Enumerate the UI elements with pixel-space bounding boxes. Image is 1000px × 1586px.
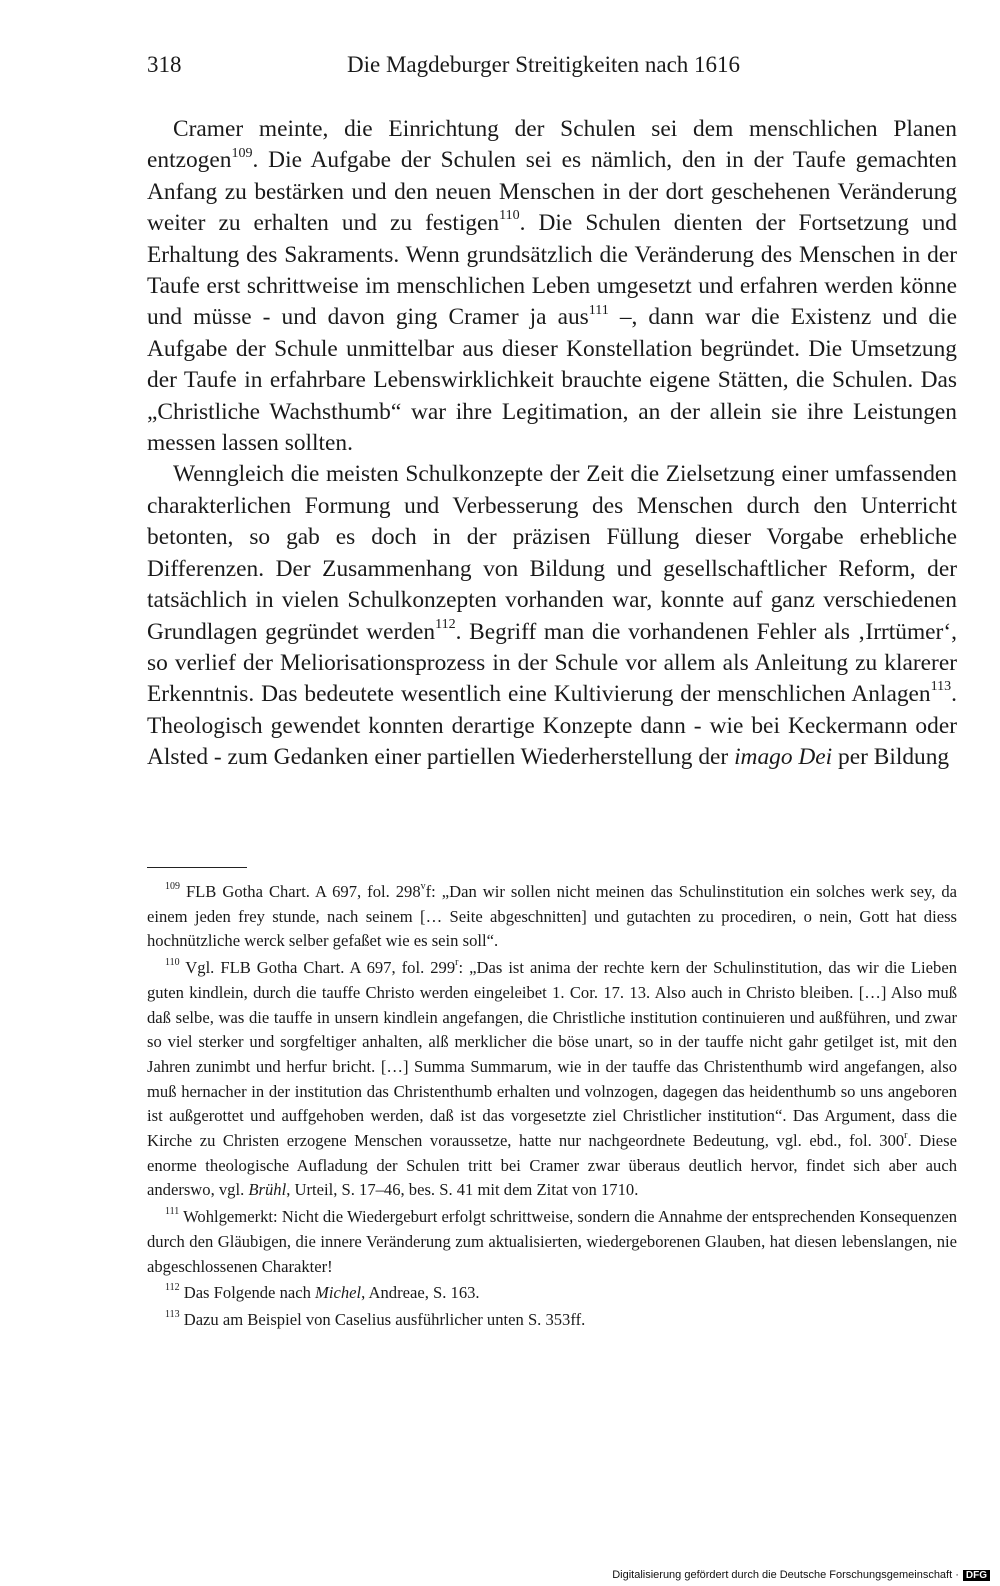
text-run: , Urteil, S. 17–46, bes. S. 41 mit dem Zitat von 1710.: [286, 1180, 639, 1200]
text-run: f: „Dan wir sollen nicht meinen das Schulinstitution ein solches werk sey, da einem jeden frey stunde, nach seinem [… Seite abgeschnitten] und gutachten zu procediren, o nein, Gott hat diess hochnützliche werck selber gefaßet wie es sein soll“.: [147, 882, 958, 951]
text-run: . Diese enorme theologische Aufladung der Schulen tritt bei Cramer zwar überaus deutlich hervor, findet sich aber auch anderswo, vgl.: [147, 1131, 957, 1200]
page-number: 318: [147, 52, 182, 77]
footnote: [147, 880, 957, 954]
footnote-marker: 112: [435, 615, 456, 632]
footnote-marker: 111: [165, 1206, 180, 1218]
text-run: . Begriff man die vorhandenen Fehler als ‚Irrtümer‘, so verlief der Meliorisationsprozess in der Schule vor allem als Anleitung zu klarerer Erkenntnis. Das bedeutete wesentlich eine Kultivierung der menschlichen Anlagen: [147, 618, 957, 708]
footer-credit: Digitalisierung gefördert durch die Deutsche Forschungsgemeinschaft ·: [612, 1569, 959, 1581]
footnote-marker: 109: [231, 144, 253, 161]
text-run: per Bildung: [832, 744, 950, 771]
footnote-marker: 110: [499, 207, 520, 224]
text-run: , Andreae, S. 163.: [361, 1283, 480, 1303]
footnote-marker: 109: [165, 880, 180, 892]
running-title: Die Magdeburger Streitigkeiten nach 1616: [347, 52, 741, 77]
paragraph: [147, 114, 957, 459]
text-run: Vgl. FLB Gotha Chart. A 697, fol. 299: [179, 958, 456, 978]
text-run: Wohlgemerkt: Nicht die Wiedergeburt erfolgt schrittweise, sondern die Annahme der entsprechenden Konsequenzen durch den Gläubigen, die innere Veränderung zum aktualisierten, wiedergeborenen Glauben, hat diesen lebenslangen, nie abgeschlossenen Charakter!: [147, 1207, 957, 1276]
footnote: [147, 1308, 957, 1333]
footnote-marker: 113: [165, 1308, 180, 1320]
text-run: : „Das ist anima der rechte kern der Schulinstitution, das wir die Lieben guten kindlein, durch die tauffe Christo werden eingeleibet 1. Cor. 17. 13. Also auch in Christo bleiben. […] Also muß daß selbe, was die tauffe in unsern kindlein angefangen, die Christliche institution continuieren und außführen, und zwar so viel sterker und sorgfeltiger anhalten, alß merklicher die böse unart, so in der tauffe nicht gahr getilget ist, mit den Jahren zunimbt und herfur bricht. […] Summa Summarum, wie in der tauffe das Christenthumb wird angefangen, also muß hernacher in der institution das Christenthumb erhalten und volnzogen, dagegen das heidenthumb so uns angeboren ist außgerottet und auffgehoben werden, daß ist das vorgesetzte ziel Christlicher institution“. Das Argument, dass die Kirche zu Christen erzogene Menschen voraussetze, hatte nur nachgeordnete Bedeutung, vgl. ebd., fol. 300: [147, 958, 957, 1151]
footnote: [147, 1205, 957, 1279]
text-run: Das Folgende nach: [179, 1283, 316, 1303]
text-run: . Die Schulen dienten der Fortsetzung und Erhaltung des Sakraments. Wenn grundsätzlich die Veränderung des Menschen in der Taufe erst schrittweise im menschlichen Leben umgesetzt und erfahren werden könne und müsse - und davon ging Cramer ja aus: [147, 210, 957, 331]
italic-text: imago Dei: [734, 744, 833, 771]
footnote-marker: v: [420, 880, 426, 892]
text-run: Cramer meinte, die Einrichtung der Schulen sei dem menschlichen Planen entzogen: [147, 116, 957, 174]
digitization-footer: [612, 1569, 990, 1581]
footnote-marker: 110: [165, 957, 180, 969]
footnote-marker: 113: [930, 678, 952, 695]
main-text: [147, 114, 957, 774]
footnote-marker: r: [455, 957, 459, 969]
text-run: . Theologisch gewendet konnten derartige Konzepte dann - wie bei Keckermann oder Alsted - zum Gedanken einer partiellen Wiederherstellung der: [147, 681, 957, 771]
text-run: –, dann war die Existenz und die Aufgabe der Schule unmittelbar aus dieser Konstellation begründet. Die Umsetzung der Taufe in erfahrbare Lebenswirklichkeit brauchte eigene Stätten, die Schulen. Das „Christliche Wachsthumb“ war ihre Legitimation, an der allein sie ihre Leistungen messen lassen sollten.: [147, 304, 957, 457]
footnote-marker: 112: [165, 1282, 180, 1294]
text-run: Wenngleich die meisten Schulkonzepte der Zeit die Zielsetzung einer umfassenden charakterlichen Formung und Verbesserung des Menschen durch den Unterricht betonten, so gab es doch in der präzisen Füllung dieser Vorgabe erhebliche Differenzen. Der Zusammenhang von Bildung und gesellschaftlicher Reform, der tatsächlich in vielen Schulkonzepten vorhanden war, konnte auf ganz verschiedenen Grundlagen gegründet werden: [147, 461, 957, 645]
text-run: . Die Aufgabe der Schulen sei es nämlich, den in der Taufe gemachten Anfang zu bestärken und den neuen Menschen in der dort geschehenen Veränderung weiter zu erhalten und zu festigen: [147, 147, 957, 237]
footnotes: [147, 880, 957, 1335]
italic-text: Brühl: [248, 1180, 287, 1200]
footnote-marker: r: [904, 1130, 908, 1142]
footnote: [147, 956, 957, 1203]
footnote: [147, 1281, 957, 1306]
italic-text: Michel: [315, 1283, 362, 1303]
paragraph: [147, 459, 957, 773]
dfg-logo: DFG: [963, 1570, 990, 1581]
footnote-separator: [147, 867, 247, 868]
footnote-marker: 111: [588, 301, 609, 318]
text-run: Dazu am Beispiel von Caselius ausführlicher unten S. 353ff.: [179, 1309, 586, 1329]
text-run: FLB Gotha Chart. A 697, fol. 298: [179, 882, 421, 901]
page-header: [147, 52, 957, 88]
